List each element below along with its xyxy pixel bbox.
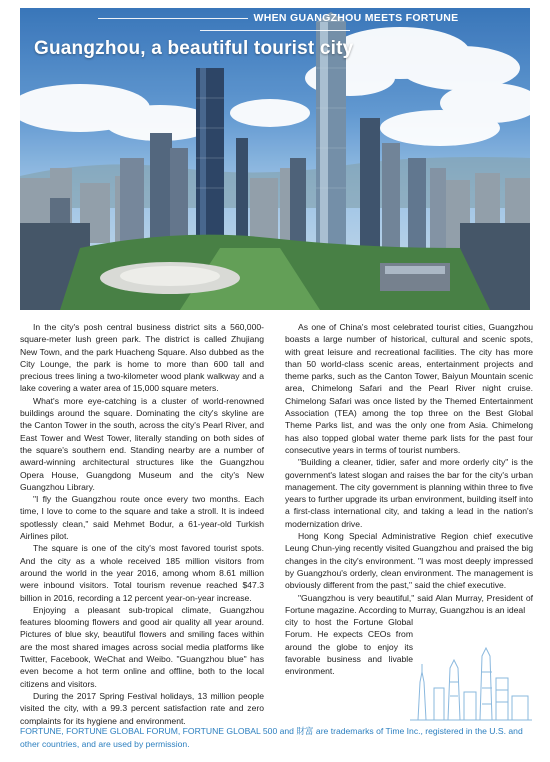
section-rule-right — [200, 30, 350, 31]
trademark-footer: FORTUNE, FORTUNE GLOBAL FORUM, FORTUNE GLOBAL 500 and 財富 are trademarks of Time Inc., registered in the U.S. and other countries, and are used by permission. — [20, 726, 523, 749]
paragraph: city to host the Fortune Global Forum. He expects CEOs from around the globe to enjoy its favorable business and livable environment. — [285, 617, 413, 677]
paragraph: As one of China's most celebrated tourist cities, Guangzhou boasts a large number of historical, cultural and scenic spots, with great leisure and recreational facilities. The city has more than 50 world-class scenic areas, entertainment projects and theme parks, such as the Canton Tower, Baiyun Mountain scenic area, Chimelong Safari and the Pearl River night cruise. Chimelong Safari was once listed by the Themed Entertainment Association (TEA) among the top three on the Best Global Theme Parks list, and was the only one from Asia. Chimelong has also topped global water theme park lists for the past four consecutive years in terms of tourist numbers. — [285, 322, 533, 455]
hero-photo — [20, 8, 530, 310]
section-rule-left — [98, 18, 248, 19]
paragraph: In the city's posh central business district sits a 560,000-square-meter lush green park. The district is called Zhujiang New Town, and the park Huacheng Square. Also dubbed as the City Lounge, the park is home to more than 600 tall and precious trees lining a two-kilometer wood plank walkway and a lake covering a water area of 15,000 square meters. — [20, 322, 264, 394]
paragraph: The square is one of the city's most favored tourist spots. And the city as a whole received 185 million visitors from around the world in the year 2016, among whom 8.61 million were inbound visitors. Total tourism revenue reached $47.3 billion in 2016, recording a 12 percent year-on-year increase. — [20, 543, 264, 603]
city-skyline-illustration-icon — [408, 642, 534, 722]
section-label-text: WHEN GUANGZHOU MEETS FORTUNE — [253, 12, 459, 24]
paragraph: "Guangzhou is very beautiful," said Alan Murray, President of Fortune magazine. According to Murray, Guangzhou is an ideal — [285, 592, 533, 615]
section-label — [20, 12, 530, 36]
article-column-left — [20, 321, 264, 727]
paragraph: Hong Kong Special Administrative Region chief executive Leung Chun-ying recently visited Guangzhou and praised the big changes in the city's environment. "I was most deeply impressed by Guangzhou's orderly, clean environment. The management is obviously different from the past," said the chief executive. — [285, 531, 533, 591]
paragraph: "I fly the Guangzhou route once every two months. Each time, I love to come to the square and take a stroll. It is indeed spotlessly clean," said Mehmet Bodur, a 61-year-old Turkish Airlines pilot. — [20, 494, 264, 542]
paragraph: What's more eye-catching is a cluster of world-renowned buildings around the square. Dominating the city's skyline are the Canton Tower in the south, across the city's Pearl River, and East Tower and West Tower, literally standing on both sides of the square's southern end. Standing nearby are a number of award-winning architectural structures like the Guangzhou Opera House, Guangdong Museum and the city's New Guangzhou Library. — [20, 395, 264, 492]
paragraph: During the 2017 Spring Festival holidays, 13 million people visited the city, with a 99.3 percent satisfaction rate and zero complaints for its hygiene and environment. — [20, 690, 264, 726]
paragraph: Enjoying a pleasant sub-tropical climate, Guangzhou features blooming flowers and good air quality all year around. Pictures of blue sky, beautiful flowers and smiling faces within are the most shared images across social media platforms like Twitter, Facebook, WeChat and Weibo. "Guangzhou blue" has even become a hot term online and offline, both to the local citizens and visitors. — [20, 604, 264, 689]
paragraph: "Building a cleaner, tidier, safer and more orderly city" is the government's latest slogan and raises the bar for the city's urban management. The city government is planning within three to five years to further upgrade its urban environment, building itself into a first-class international city, and taking a lead in the nation's modernization drive. — [285, 457, 533, 529]
article-column-right — [285, 321, 533, 678]
headline: Guangzhou, a beautiful tourist city — [34, 38, 354, 59]
